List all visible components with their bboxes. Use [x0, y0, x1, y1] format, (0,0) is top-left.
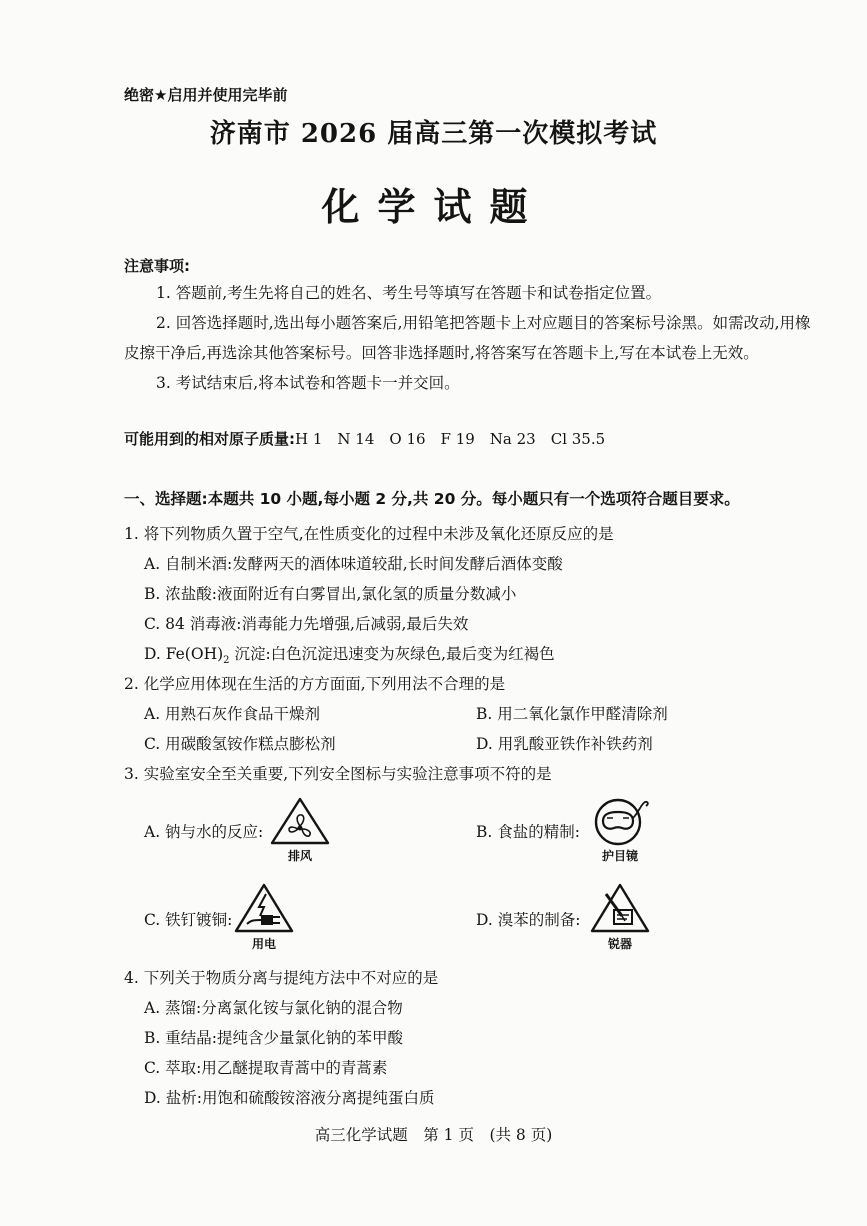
question-2-option-c: C. 用碳酸氢铵作糕点膨松剂	[144, 735, 336, 753]
electricity-icon	[233, 882, 295, 934]
question-4-option-d: D. 盐析:用饱和硫酸铵溶液分离提纯蛋白质	[144, 1089, 435, 1107]
sharp-object-icon	[589, 882, 651, 934]
goggles-icon	[589, 794, 651, 846]
question-3-stem: 3. 实验室安全至关重要,下列安全图标与实验注意事项不符的是	[124, 765, 552, 783]
subject-title: 化学试题	[321, 184, 546, 229]
question-3-option-c: C. 铁钉镀铜:	[144, 911, 233, 929]
secrecy-notice: 绝密★启用并使用完毕前	[124, 86, 288, 104]
question-3-option-a: A. 钠与水的反应:	[144, 823, 264, 841]
ventilation-label: 排风	[287, 849, 312, 863]
notice-item: 2. 回答选择题时,选出每小题答案后,用铅笔把答题卡上对应题目的答案标号涂黑。如需改动,用橡皮擦干净后,再选涂其他答案标号。回答非选择题时,将答案写在答题卡上,写在本试卷上无效。	[124, 314, 811, 362]
option-d-formula: D. Fe(OH)	[144, 645, 224, 663]
question-4-option-b: B. 重结晶:提纯含少量氯化钠的苯甲酸	[144, 1029, 403, 1047]
ventilation-sign	[268, 796, 332, 864]
option-d-subscript: 2	[223, 655, 230, 667]
question-2-stem: 2. 化学应用体现在生活的方方面面,下列用法不合理的是	[124, 675, 506, 693]
sharp-object-label: 锐器	[607, 937, 632, 951]
exam-title: 济南市 2026 届高三第一次模拟考试	[209, 119, 658, 149]
question-1-stem: 1. 将下列物质久置于空气,在性质变化的过程中未涉及氧化还原反应的是	[124, 525, 614, 543]
question-2-option-d: D. 用乳酸亚铁作补铁药剂	[476, 735, 653, 753]
question-1-option-c: C. 84 消毒液:消毒能力先增强,后减弱,最后失效	[144, 615, 469, 633]
question-2-option-a: A. 用熟石灰作食品干燥剂	[144, 705, 321, 723]
question-1-option-a: A. 自制米酒:发酵两天的酒体味道较甜,长时间发酵后酒体变酸	[144, 555, 563, 573]
question-1-option-d	[144, 642, 555, 666]
notice-list	[124, 278, 814, 398]
notice-item: 3. 考试结束后,将本试卷和答题卡一并交回。	[156, 374, 460, 392]
question-1-option-b: B. 浓盐酸:液面附近有白雾冒出,氯化氢的质量分数减小	[144, 585, 517, 603]
question-4-stem: 4. 下列关于物质分离与提纯方法中不对应的是	[124, 969, 439, 987]
electricity-label: 用电	[251, 937, 276, 951]
goggles-label: 护目镜	[601, 849, 638, 863]
question-3-option-b: B. 食盐的精制:	[476, 823, 580, 841]
section-heading: 一、选择题:本题共 10 小题,每小题 2 分,共 20 分。每小题只有一个选项符合题目要求。	[124, 490, 740, 508]
electricity-sign	[232, 882, 296, 952]
atomic-masses-label: 可能用到的相对原子质量:	[124, 430, 295, 448]
notice-item: 1. 答题前,考生先将自己的姓名、考生号等填写在答题卡和试卷指定位置。	[156, 284, 662, 302]
question-2-option-b: B. 用二氧化氯作甲醛清除剂	[476, 705, 668, 723]
notice-title: 注意事项:	[124, 257, 190, 275]
question-4-option-a: A. 蒸馏:分离氯化铵与氯化钠的混合物	[144, 999, 403, 1017]
ventilation-icon	[269, 796, 331, 846]
page-footer: 高三化学试题 第 1 页 (共 8 页)	[314, 1126, 553, 1144]
goggles-sign	[588, 794, 652, 864]
option-d-text: 沉淀:白色沉淀迅速变为灰绿色,最后变为红褐色	[229, 645, 555, 663]
sharp-object-sign	[588, 882, 652, 952]
atomic-masses-values: H 1 N 14 O 16 F 19 Na 23 Cl 35.5	[295, 430, 606, 448]
question-4-option-c: C. 萃取:用乙醚提取青蒿中的青蒿素	[144, 1059, 388, 1077]
question-3-option-d: D. 溴苯的制备:	[476, 911, 581, 929]
atomic-masses	[124, 428, 605, 449]
